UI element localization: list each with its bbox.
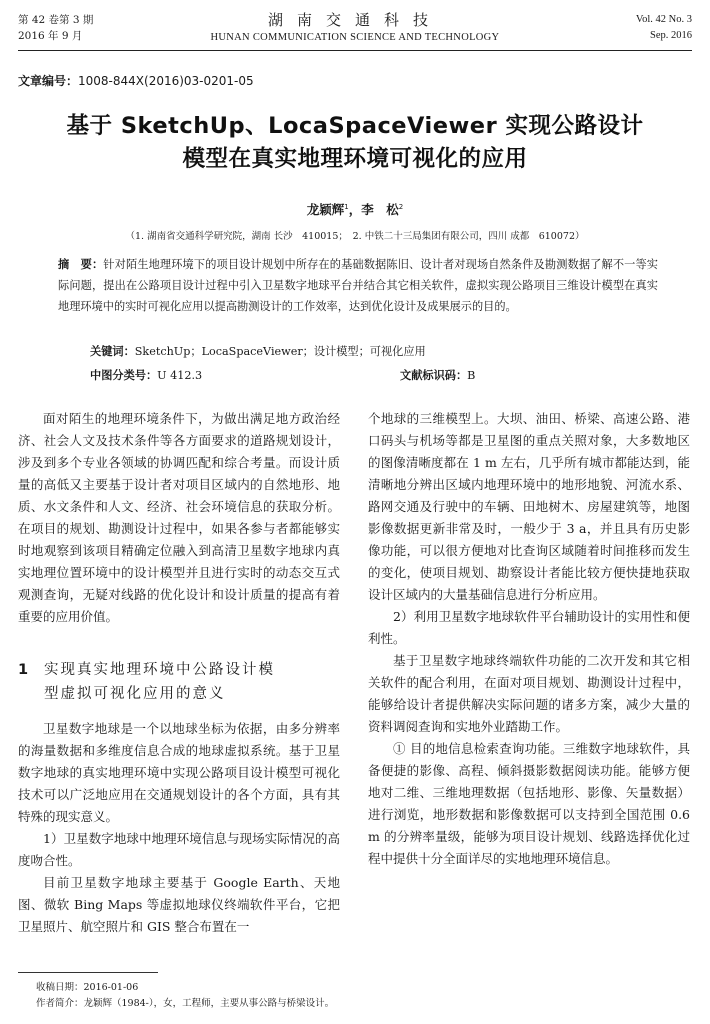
header-divider — [18, 50, 692, 51]
author-bio: 作者简介：龙颖辉（1984-），女，工程师，主要从事公路与桥梁设计。 — [36, 998, 335, 1009]
author-2: 李 松 — [361, 202, 399, 217]
header-vol-cn: 第 42 卷第 3 期 — [18, 14, 94, 26]
body-left-section — [18, 718, 340, 938]
header-date-cn: 2016 年 9 月 — [18, 30, 83, 42]
paragraph-intro: 面对陌生的地理环境条件下，为做出满足地方政治经济、社会人文及技术条件等各方面要求的道路规划设计，涉及到多个专业各领域的协调匹配和综合考量。而设计质量的高低又主要基于设计者对项目区域内的自然地形、地质、水文条件和人文、经济、社会环境信息的获取分析。在项目的规划、勘测设计过程中，如果各参与者都能够实时地观察到该项目精确定位融入到高清卫星数字地球内真实地理位置环境中的设计模型并且进行实时的动态交互式观测查询，无疑对线路的优化设计和设计质量的提高有着重要的应用价值。 — [18, 411, 340, 624]
article-number-label: 文章编号： — [18, 74, 79, 88]
document-code-label: 文献标识码： — [400, 369, 468, 382]
body-right-column — [368, 408, 690, 870]
header-date-en: Sep. 2016 — [650, 30, 692, 41]
clc-value: U 412.3 — [157, 369, 203, 382]
abstract-text: 针对陌生地理环境下的项目设计规划中所存在的基础数据陈旧、设计者对现场自然条件及勘测数据了解不一等实际问题，提出在公路项目设计过程中引入卫星数字地球平台并结合其它相关软件，虚拟实现公路项目三维设计模型在真实地理环境中的实时可视化应用以提高勘测设计的工作效率，达到优化设计及成果展示的目的。 — [58, 258, 658, 313]
section-title-line2: 型虚拟可视化应用的意义 — [44, 686, 226, 702]
paragraph-platforms: 目前卫星数字地球主要基于 Google Earth、天地图、微软 Bing Maps 等虚拟地球仪终端软件平台，它把卫星照片、航空照片和 GIS 整合布置在一 — [18, 875, 340, 934]
paper-title-line2: 模型在真实地理环境可视化的应用 — [182, 146, 528, 172]
journal-title-en: HUNAN COMMUNICATION SCIENCE AND TECHNOLOGY — [210, 32, 500, 43]
author-list — [0, 200, 710, 218]
author-2-affil: 2 — [398, 202, 404, 211]
paragraph-continued: 个地球的三维模型上。大坝、油田、桥梁、高速公路、港口码头与机场等都是卫星图的重点关照对象，大多数地区的图像清晰度都在 1 m 左右，几乎所有城市都能达到，能清晰地分辨出区域内地理环境中的地形地貌、河流水系、路网交通及行驶中的车辆、田地树木、房屋建筑等，地图影像数据更新非常及时，一般少于 3 a，并且具有历史影像功能，可以很方便地对比查询区域随着时间推移而发生的变化，使项目规划、勘察设计者能比较方便快捷地获取设计区域内的大量基础信息进行分析应用。 — [368, 411, 690, 602]
clc-label: 中图分类号： — [90, 369, 158, 382]
paragraph-point-1: 1）卫星数字地球中地理环境信息与现场实际情况的高度吻合性。 — [18, 831, 340, 868]
keywords-text: SketchUp；LocaSpaceViewer；设计模型；可视化应用 — [134, 345, 426, 358]
paragraph-search-function: ① 目的地信息检索查询功能。三维数字地球软件，具备便捷的影像、高程、倾斜摄影数据阅读功能。能够方便地对二维、三维地理数据（包括地形、影像、矢量数据）进行浏览，地形数据和影像数据可以支持到全国范围 0.6 m 的分辨率量级，能够为项目设计规划、线路选择优化过程中提供十分全面详尽的实地地理环境信息。 — [368, 741, 690, 866]
author-1-affil: 1 — [344, 202, 349, 211]
abstract-label: 摘 要： — [58, 258, 104, 271]
section-heading-1 — [18, 658, 340, 706]
footnote-divider — [18, 972, 158, 973]
paragraph-secondary-dev: 基于卫星数字地球终端软件功能的二次开发和其它相关软件的配合利用，在面对项目规划、勘测设计过程中，能够给设计者提供解决实际问题的诸多方案，减少大量的资料调阅查询和实地外业踏勘工作。 — [368, 653, 690, 734]
paragraph-digital-earth: 卫星数字地球是一个以地球坐标为依据，由多分辨率的海量数据和多维度信息合成的地球虚拟系统。基于卫星数字地球的真实地理环境中实现公路项目设计模型可视化技术可以广泛地应用在交通规划设计的各个方面，具有其特殊的现实意义。 — [18, 721, 340, 824]
section-number: 1 — [18, 662, 31, 678]
paper-title-line1: 基于 SketchUp、LocaSpaceViewer 实现公路设计 — [66, 113, 644, 139]
paragraph-point-2: 2）利用卫星数字地球软件平台辅助设计的实用性和便利性。 — [368, 609, 690, 646]
article-number — [18, 72, 254, 89]
affiliations: （1. 湖南省交通科学研究院，湖南 长沙 410015； 2. 中铁二十三局集团有限公司，四川 成都 610072） — [125, 231, 585, 242]
paper-title — [20, 110, 690, 176]
section-title-line1: 实现真实地理环境中公路设计模 — [44, 662, 275, 678]
clc-number — [90, 367, 202, 383]
header-journal — [150, 10, 560, 45]
document-code — [400, 367, 475, 383]
journal-title-cn: 湖南交通科技 — [267, 11, 442, 29]
header-vol-en: Vol. 42 No. 3 — [635, 14, 692, 25]
article-number-value: 1008-844X(2016)03-0201-05 — [78, 74, 254, 88]
footnote — [36, 980, 334, 1012]
header-volume-cn — [18, 12, 93, 44]
keywords — [90, 343, 650, 359]
abstract — [58, 254, 658, 317]
author-separator: ， — [348, 202, 362, 217]
author-1: 龙颖辉 — [306, 202, 345, 217]
received-date: 收稿日期：2016-01-06 — [36, 982, 139, 993]
document-code-value: B — [467, 369, 476, 382]
header-volume-en — [636, 12, 692, 44]
body-left-intro — [18, 408, 340, 628]
keywords-label: 关键词： — [90, 345, 135, 358]
